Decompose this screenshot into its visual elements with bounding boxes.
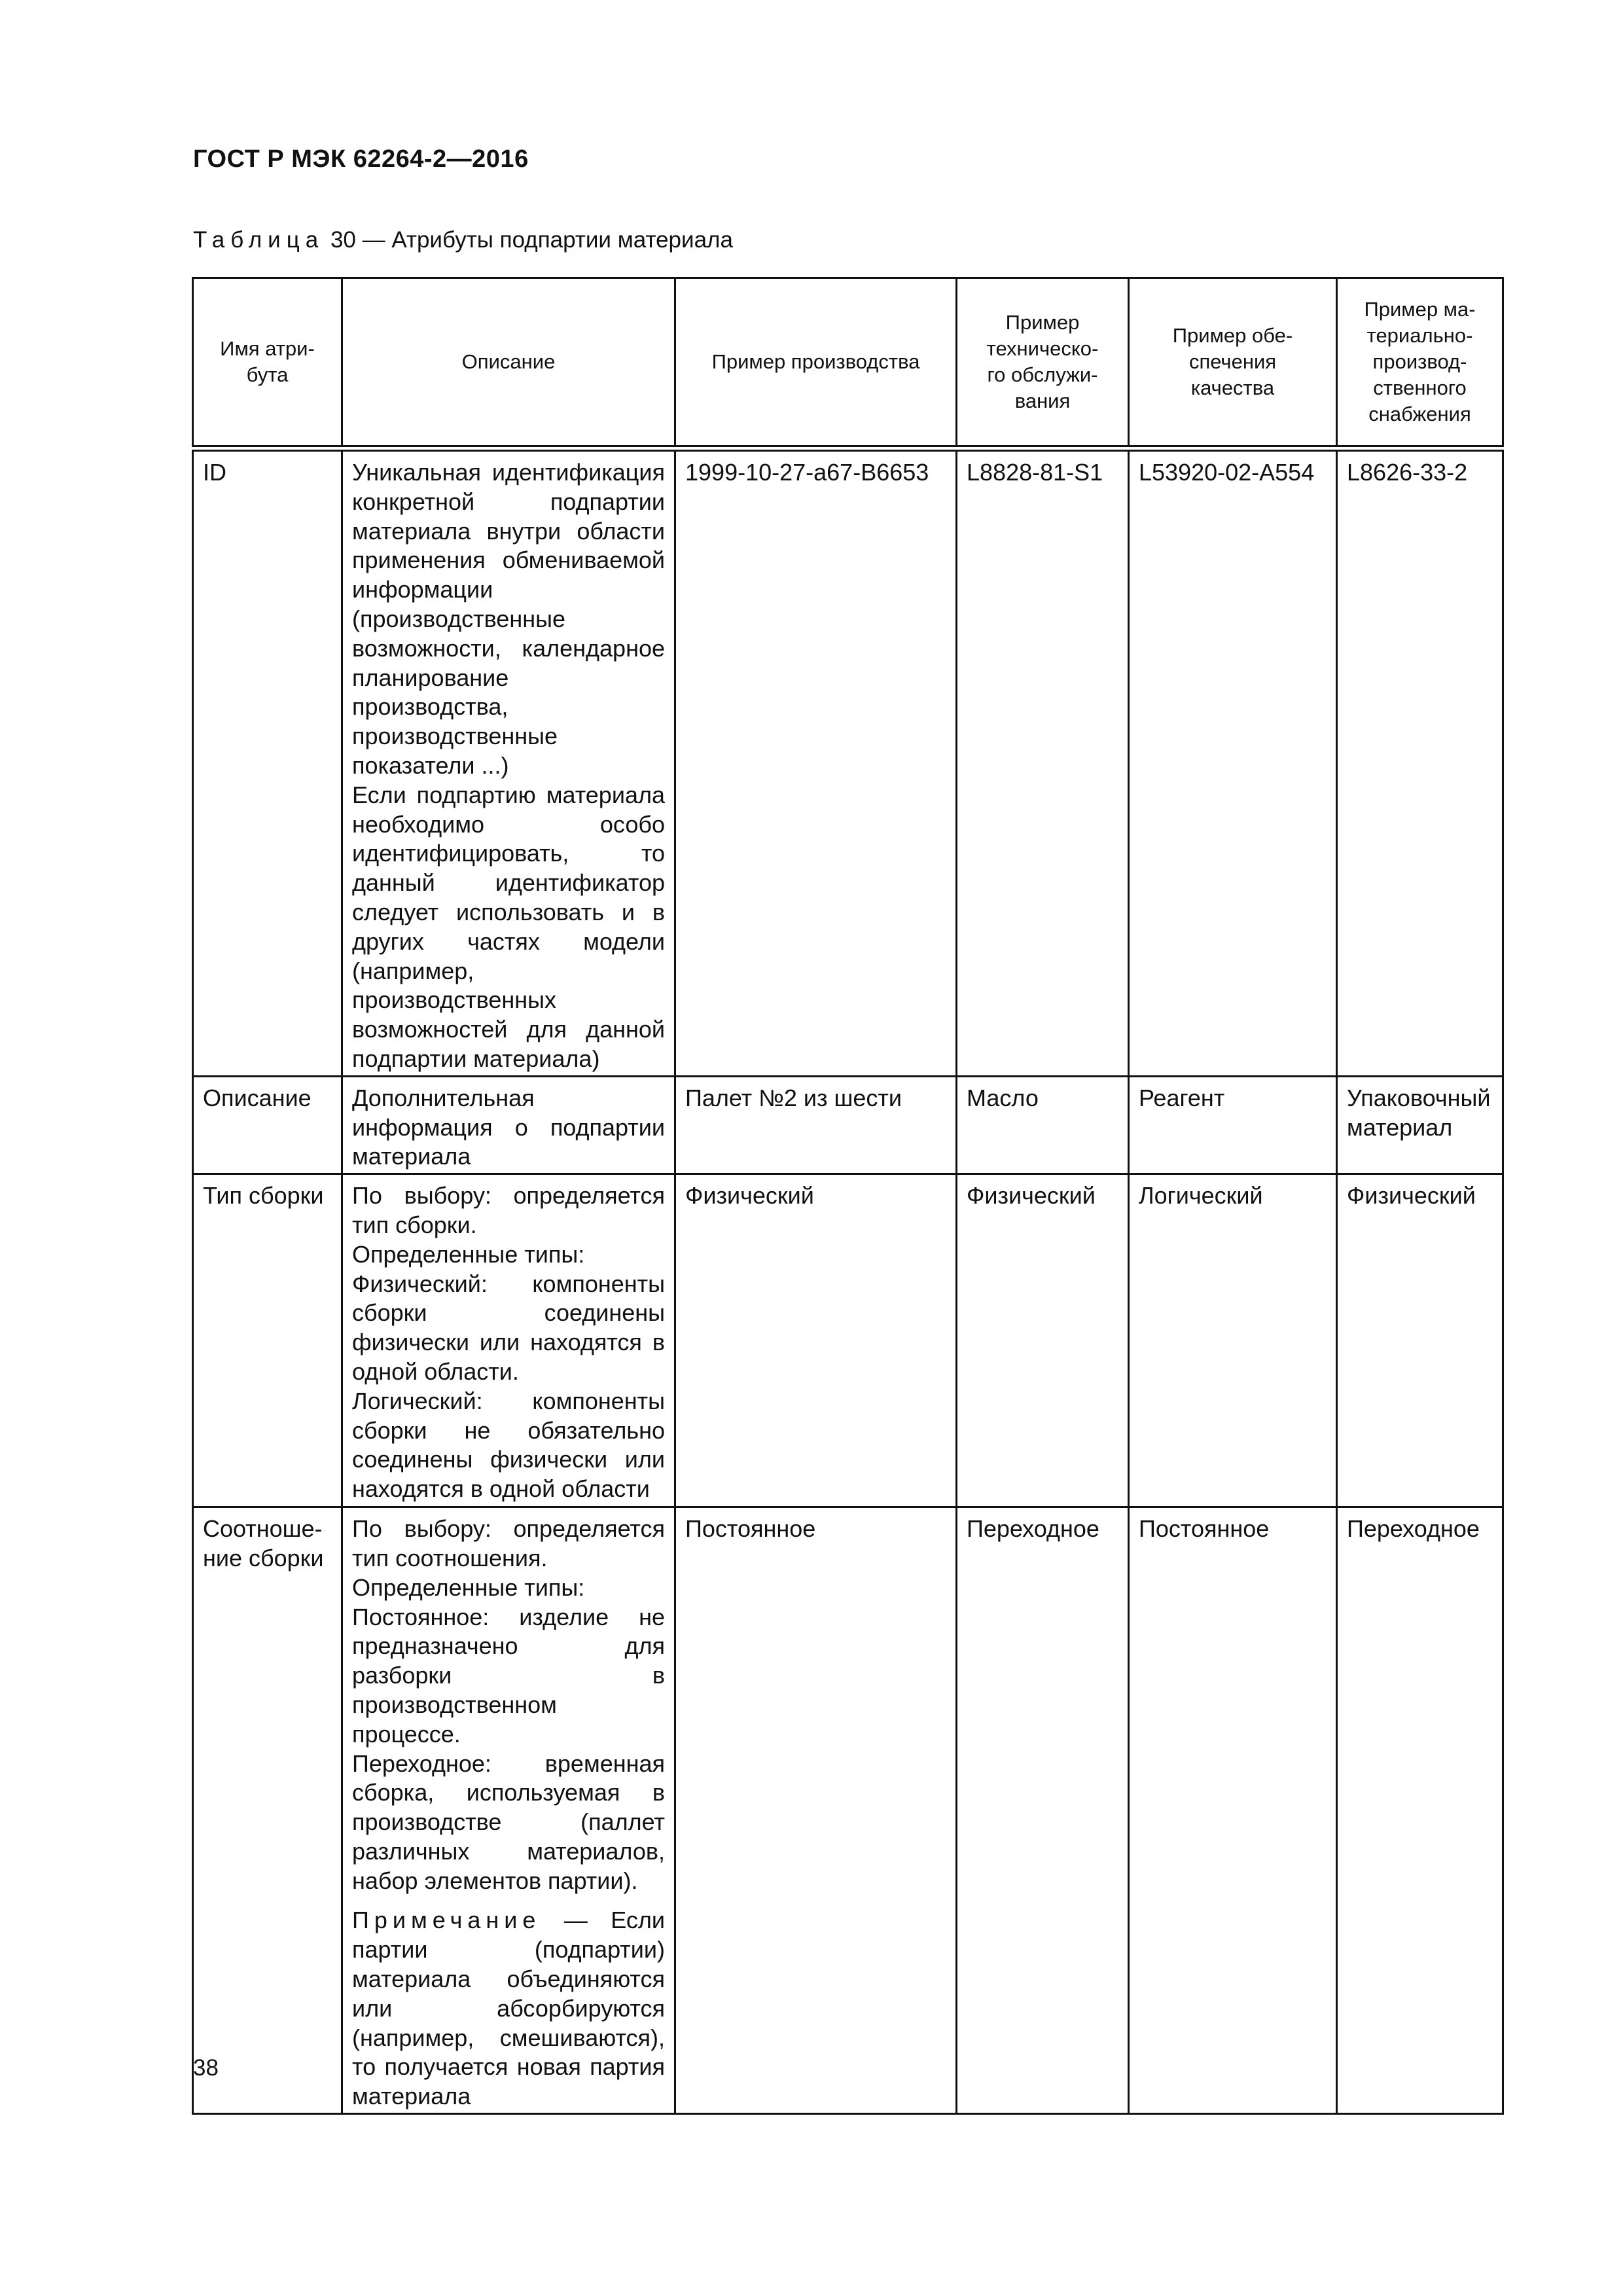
cell-quality-example: Постоянное — [1129, 1507, 1337, 2114]
table-row — [193, 448, 1503, 1076]
cell-attribute-name: ID — [193, 448, 342, 1076]
cell-maintenance-example: Переходное — [957, 1507, 1129, 2114]
cell-description — [342, 1507, 675, 2114]
note-text: — Если партии (подпартии) материала объединяются или абсорбируются (например, смешиваются), то получается новая партия материала — [352, 1907, 665, 2110]
cell-production-example: Палет №2 из шести — [675, 1076, 957, 1174]
table-caption-text: 30 — Атрибуты подпартии материала — [330, 227, 733, 253]
table-caption-word: Таблица — [193, 227, 325, 253]
cell-description: Дополнительная информация о подпартии материала — [342, 1076, 675, 1174]
cell-attribute-name: Соотноше- ние сборки — [193, 1507, 342, 2114]
cell-quality-example: Реагент — [1129, 1076, 1337, 1174]
cell-inventory-example: Упаковочный материал — [1337, 1076, 1503, 1174]
cell-quality-example: Логический — [1129, 1174, 1337, 1507]
cell-maintenance-example: L8828-81-S1 — [957, 448, 1129, 1076]
header-quality-example-text: Пример обе- спечения качества — [1172, 324, 1293, 399]
cell-maintenance-example: Физический — [957, 1174, 1129, 1507]
table-row — [193, 1076, 1503, 1174]
cell-inventory-example: Переходное — [1337, 1507, 1503, 2114]
cell-production-example: Физический — [675, 1174, 957, 1507]
cell-attribute-name: Тип сборки — [193, 1174, 342, 1507]
header-maintenance-example-text: Пример техническо- го обслужи- вания — [986, 311, 1099, 412]
header-inventory-example-text: Пример ма- териально- производ- ственного снабжения — [1364, 298, 1476, 425]
header-inventory-example — [1337, 278, 1503, 449]
standard-title: ГОСТ Р МЭК 62264-2—2016 — [193, 145, 529, 173]
header-description — [342, 278, 675, 449]
table-row — [193, 1174, 1503, 1507]
header-production-example-text: Пример производства — [711, 350, 920, 373]
table-header-row — [193, 278, 1503, 449]
header-attribute-name — [193, 278, 342, 449]
cell-description: Уникальная идентификация конкретной подпартии материала внутри области применения обмениваемой информации (производственные возможности, календарное планирование производства, производственные показатели ...) Если подпартию материала необходимо особо идентифицировать, то данный идентификатор следует использовать и в других частях модели (например, производственных возможностей для данной подпартии материала) — [342, 448, 675, 1076]
material-sublot-attributes-table — [192, 277, 1504, 2115]
cell-production-example: 1999-10-27-a67-B6653 — [675, 448, 957, 1076]
description-text: По выбору: определяется тип соотношения. Определенные типы: Постоянное: изделие не предназначено для разборки в производственном процессе. Переходное: временная сборка, используемая в производстве (паллет различных материалов, набор элементов партии). — [352, 1515, 665, 1894]
header-attribute-name-text: Имя атри- бута — [220, 337, 315, 386]
header-description-text: Описание — [461, 350, 556, 373]
page-number: 38 — [193, 2055, 219, 2081]
table-row — [193, 1507, 1503, 2114]
cell-description: По выбору: определяется тип сборки. Определенные типы: Физический: компоненты сборки соединены физически или находятся в одной области. Логический: компоненты сборки не обязательно соединены физически или находятся в одной области — [342, 1174, 675, 1507]
note — [352, 1906, 665, 2111]
header-maintenance-example — [957, 278, 1129, 449]
cell-production-example: Постоянное — [675, 1507, 957, 2114]
note-label: Примечание — [352, 1907, 541, 1934]
cell-maintenance-example: Масло — [957, 1076, 1129, 1174]
table-caption — [193, 227, 733, 253]
cell-inventory-example: L8626-33-2 — [1337, 448, 1503, 1076]
cell-attribute-name: Описание — [193, 1076, 342, 1174]
cell-quality-example: L53920-02-A554 — [1129, 448, 1337, 1076]
header-quality-example — [1129, 278, 1337, 449]
cell-inventory-example: Физический — [1337, 1174, 1503, 1507]
header-production-example — [675, 278, 957, 449]
